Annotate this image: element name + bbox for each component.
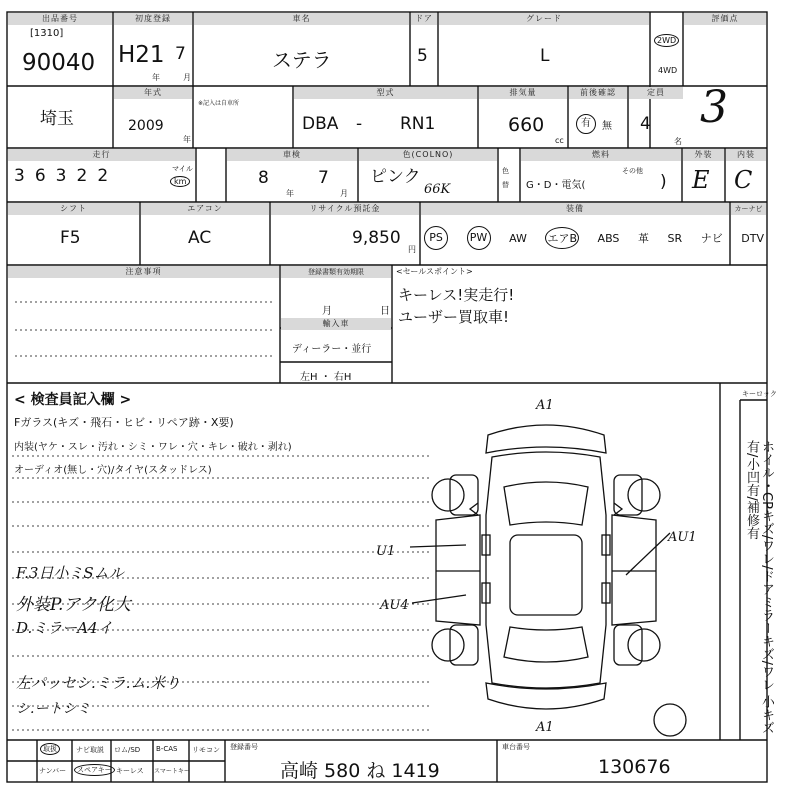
first-reg-header: 初度登録: [114, 13, 192, 25]
shift-value: F5: [60, 228, 81, 248]
inspector-line-interior: 内装(ヤケ・スレ・汚れ・シミ・ワレ・穴・キレ・破れ・剥れ): [14, 442, 292, 453]
rear-window: [504, 627, 588, 662]
option-pw: PW: [467, 226, 491, 250]
mark-left: AU4: [380, 598, 409, 613]
footer-label-handling: 取扱: [40, 743, 60, 755]
fuel-close: ): [660, 172, 667, 192]
keyless-label: キーロック: [742, 390, 777, 398]
footer-label-spare-key: スペアキー: [74, 764, 115, 776]
inspect-month: 7: [318, 168, 329, 188]
mileage-digit: 3: [14, 166, 25, 186]
option-abs: ABS: [597, 231, 620, 245]
wheel-front-left: [432, 479, 464, 511]
expiry-month-label: 月: [322, 306, 332, 317]
footer-label-plate: ナンバー: [39, 767, 67, 775]
model-code: RN1: [400, 114, 436, 134]
mileage-digit: 3: [55, 166, 67, 186]
right-side: [612, 515, 656, 625]
handwritten-note-5: シ.ートシミ: [16, 701, 91, 717]
aircon-value: AC: [188, 228, 212, 248]
chassis-header: 車台番号: [502, 743, 530, 751]
footer-label-navi-manual: ナビ取説: [76, 746, 104, 754]
doors-value: 5: [417, 46, 428, 66]
option-sr: SR: [667, 231, 683, 245]
overall-score: 3: [700, 82, 728, 133]
auction-code: [1310]: [30, 28, 64, 39]
doors-header: ドア: [411, 13, 437, 25]
rear-bumper: [486, 683, 606, 709]
mileage-digit: 2: [97, 166, 109, 186]
footer-label-keyless: キーレス: [116, 767, 144, 775]
recycle-header: リサイクル預託金: [271, 203, 419, 215]
front-bumper: [486, 425, 606, 453]
side-legend: ホイル・CPキズ/ワレ/ドアミラーキズ/ワレ 小キズ有/小凹有/補修有: [744, 440, 774, 735]
score-header: 評価点: [684, 13, 766, 25]
interior-grade: C: [734, 166, 753, 194]
mark-top: A1: [536, 398, 554, 413]
handwritten-note-1: F.3日小ミSムル: [16, 564, 124, 582]
region-value: 埼玉: [40, 109, 74, 129]
fuel-header: 燃料: [521, 149, 681, 161]
car-diagram: [370, 395, 720, 740]
mark-bottom: A1: [536, 720, 554, 735]
inspector-line-audio: オーディオ(無し・穴)/タイヤ(スタッドレス): [14, 465, 212, 476]
notes-header: 注意事項: [8, 266, 279, 278]
footer-label-remote: リモコン: [192, 746, 220, 754]
navi-header: カーナビ: [731, 203, 766, 215]
ext-header: 外装: [683, 149, 724, 161]
model-year-value: 2009: [128, 118, 164, 134]
wheel-rear-right: [628, 629, 660, 661]
model-dash: -: [356, 114, 363, 134]
mileage-digit: 6: [34, 166, 46, 186]
equipment-header: 装備: [421, 203, 729, 215]
color-header: 色(COLNO): [359, 149, 497, 161]
model-prefix: DBA: [302, 114, 339, 134]
displacement-unit: cc: [555, 136, 564, 145]
plate-header: 登録番号: [230, 743, 258, 751]
wheel-front-right: [628, 479, 660, 511]
chassis-number: 130676: [598, 756, 671, 778]
handwritten-note-3: D.ミラーA4イ: [16, 619, 113, 637]
sales-point-1: キーレス!実走行!: [398, 286, 515, 304]
first-reg-era: H21: [118, 42, 165, 68]
first-reg-year-suffix: 年: [152, 73, 160, 82]
footer-label-rom: ロム/SD: [114, 746, 141, 754]
footer-label-bcas: B-CAS: [156, 745, 178, 753]
spare-wheel: [654, 704, 686, 736]
lot-number: 90040: [22, 50, 96, 76]
handwritten-note-4: 左パッセシ.ミラ.ム.米り: [16, 674, 181, 692]
lot-header: 出品番号: [8, 13, 112, 25]
inspection-header: 車検: [227, 149, 357, 161]
plate-number: 高崎 580 ね 1419: [280, 760, 440, 782]
sales-point-2: ユーザー買取車!: [398, 308, 510, 326]
handwritten-note-2: 外装P.アク化大: [16, 595, 131, 615]
roof: [510, 535, 582, 615]
shift-header: シフト: [8, 203, 139, 215]
color-code: 66K: [424, 182, 451, 197]
capacity-unit: 名: [674, 137, 682, 146]
import-value: ディーラー・並行: [292, 344, 372, 355]
owner-header: 前後確認: [569, 87, 627, 99]
import-header: 輸入車: [281, 318, 391, 330]
owner-none: 無: [602, 121, 612, 132]
unit-mile: マイル: [172, 165, 193, 173]
fuel-options: G・D・電気(: [526, 180, 586, 191]
capacity-header: 定員: [629, 87, 683, 99]
tiny-note: ※記入は自車所: [198, 100, 240, 107]
mileage-header: 走行: [8, 149, 195, 161]
windshield: [504, 482, 588, 525]
expiry-day-label: 日: [380, 306, 390, 317]
inspector-title: < 検査員記入欄 >: [14, 392, 132, 408]
option-aw: AW: [509, 231, 527, 245]
int-header: 内装: [726, 149, 766, 161]
fuel-other: その他: [622, 167, 643, 175]
inspect-year: 8: [258, 168, 269, 188]
option-airbag: エアB: [545, 227, 579, 249]
grade-value: L: [540, 46, 550, 66]
color-side-label: 色替: [502, 167, 509, 189]
model-header: 型式: [294, 87, 477, 99]
steering-value: 左H ・ 右H: [300, 372, 352, 383]
drive-4wd: 4WD: [658, 66, 678, 75]
capacity-value: 4: [640, 114, 651, 134]
inspector-line-glass: Fガラス(キズ・飛石・ヒビ・リペア跡・X要): [14, 416, 234, 429]
equipment-options: [424, 226, 764, 250]
wheel-rear-left: [432, 629, 464, 661]
drive-2wd: 2WD: [654, 34, 679, 47]
color-value: ピンク: [370, 167, 421, 187]
option-navi: ナビ: [700, 232, 723, 245]
option-ps: PS: [424, 226, 448, 250]
inspect-month-suffix: 月: [340, 189, 348, 198]
mark-left-u: U1: [376, 544, 396, 559]
option-leather: 革: [637, 232, 649, 245]
sales-header: <セールスポイント>: [396, 267, 473, 276]
aircon-header: エアコン: [141, 203, 269, 215]
owner-has: 有: [576, 114, 596, 134]
mark-right: AU1: [668, 530, 697, 545]
option-dtv: DTV: [741, 231, 764, 245]
car-name: ステラ: [272, 48, 332, 72]
inspect-year-suffix: 年: [286, 189, 294, 198]
car-name-header: 車名: [194, 13, 409, 25]
grade-header: グレード: [439, 13, 649, 25]
recycle-unit: 円: [408, 245, 416, 254]
first-reg-month-suffix: 月: [183, 73, 191, 82]
footer-label-smart-key: スマートキー: [154, 768, 190, 775]
model-year-header: 年式: [114, 87, 192, 99]
displacement-value: 660: [508, 114, 545, 136]
unit-km: km: [170, 176, 190, 187]
mileage-digit: 2: [76, 166, 88, 186]
displacement-header: 排気量: [479, 87, 567, 99]
left-side: [436, 515, 480, 625]
mileage-digits: [14, 166, 108, 186]
model-year-suffix: 年: [183, 135, 191, 144]
reg-expiry-header: 登録書類有効期限: [281, 266, 391, 278]
exterior-grade: E: [692, 166, 710, 194]
recycle-value: 9,850: [352, 228, 401, 248]
first-reg-month: 7: [175, 44, 186, 64]
